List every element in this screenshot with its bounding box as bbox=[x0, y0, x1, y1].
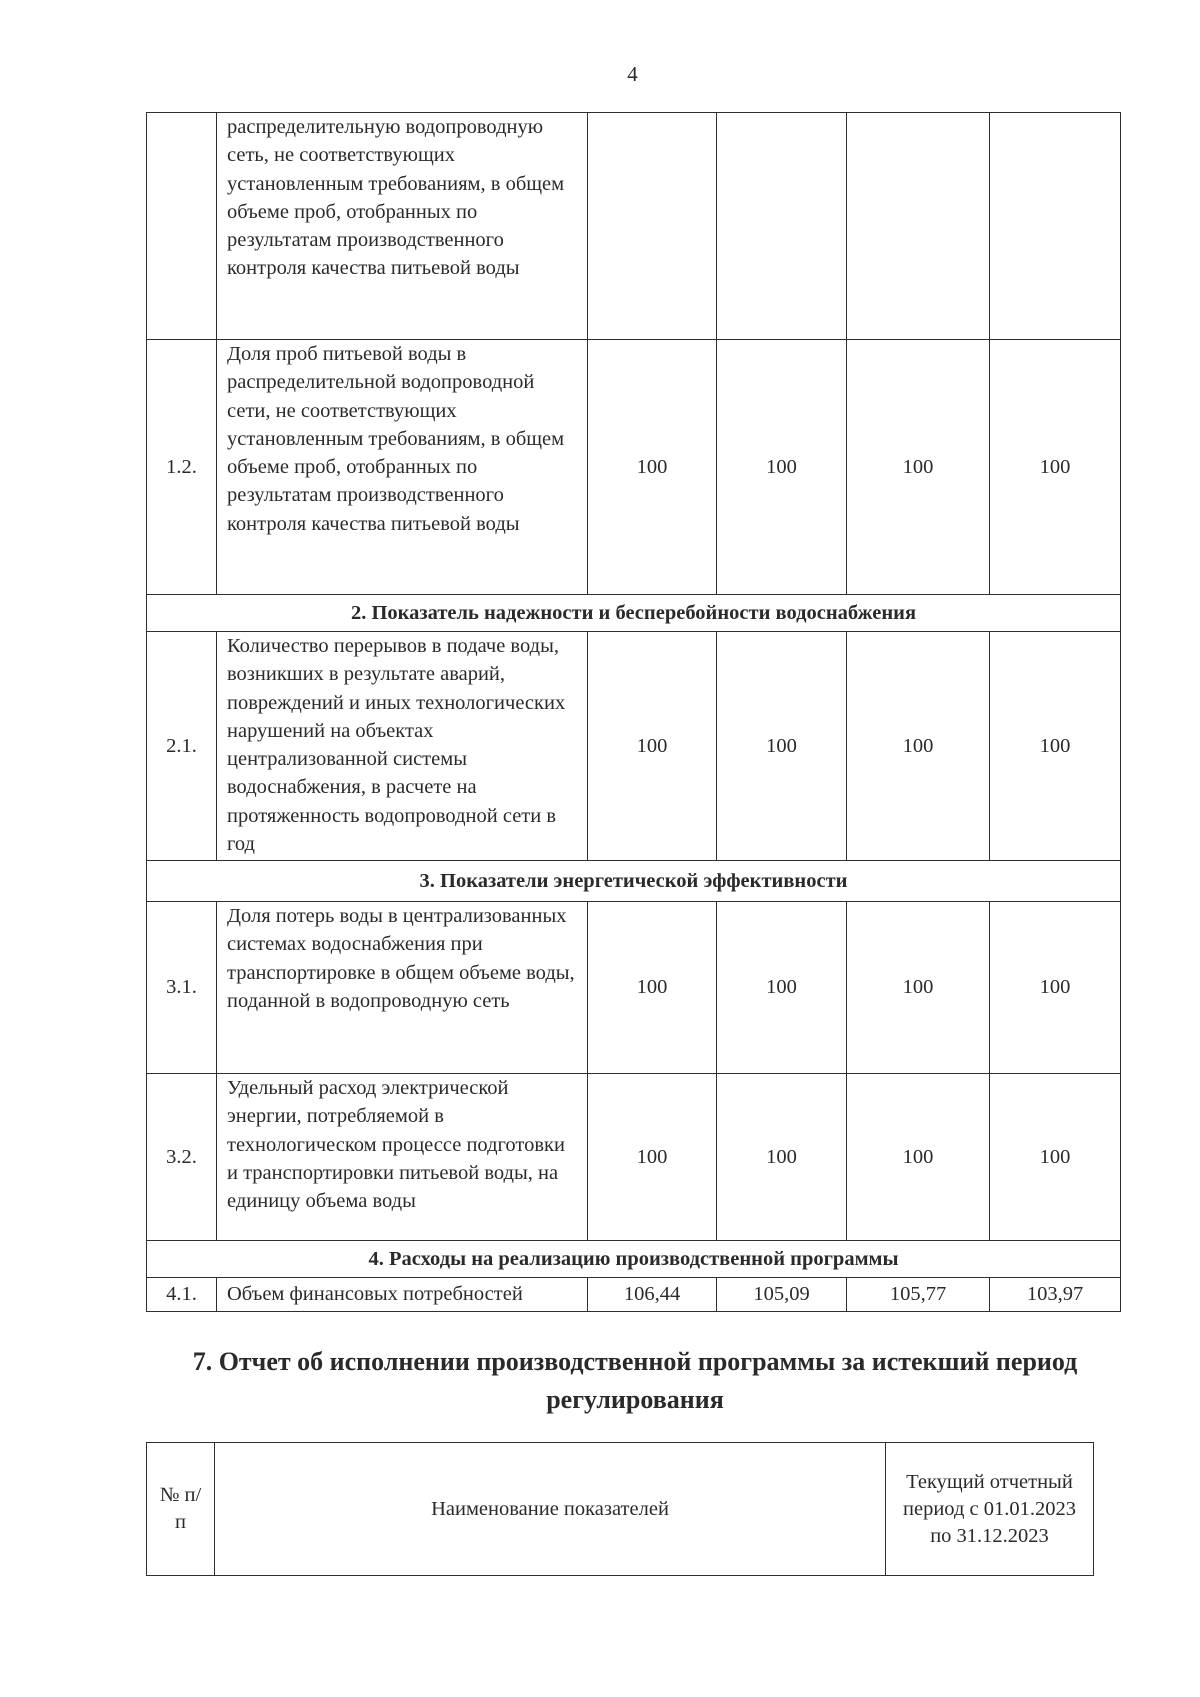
table-row bbox=[147, 1074, 1121, 1241]
value-cell: 100 bbox=[990, 632, 1121, 861]
indicators-table bbox=[146, 112, 1121, 1312]
value-cell: 100 bbox=[990, 340, 1121, 595]
table-row bbox=[147, 1278, 1121, 1312]
value-cell: 100 bbox=[990, 902, 1121, 1074]
column-header-number: № п/п bbox=[147, 1443, 215, 1576]
table-row bbox=[147, 902, 1121, 1074]
value-cell: 100 bbox=[588, 1074, 717, 1241]
column-header-period: Текущий отчетный период с 01.01.2023 по 31.12.2023 bbox=[886, 1443, 1094, 1576]
value-cell: 100 bbox=[588, 340, 717, 595]
page-number: 4 bbox=[627, 62, 638, 86]
value-cell: 100 bbox=[847, 1074, 990, 1241]
section-row bbox=[147, 1241, 1121, 1278]
indicator-name: Объем финансовых потребностей bbox=[217, 1278, 588, 1312]
section-heading: 3. Показатели энергетической эффективности bbox=[147, 861, 1121, 902]
value-cell: 105,77 bbox=[847, 1278, 990, 1312]
value-cell: 100 bbox=[717, 632, 847, 861]
table-row bbox=[147, 113, 1121, 340]
value-cell: 100 bbox=[717, 902, 847, 1074]
value-cell bbox=[990, 113, 1121, 340]
value-cell: 100 bbox=[847, 340, 990, 595]
indicator-name: Доля проб питьевой воды в распределительной водопроводной сети, не соответствующих установленным требованиям, в общем объеме проб, отобранных по результатам производственного контроля качества питьевой воды bbox=[217, 340, 588, 595]
row-number: 3.2. bbox=[147, 1074, 217, 1241]
section-row bbox=[147, 861, 1121, 902]
row-number: 3.1. bbox=[147, 902, 217, 1074]
table-row bbox=[147, 632, 1121, 861]
value-cell bbox=[588, 113, 717, 340]
value-cell: 100 bbox=[588, 632, 717, 861]
section-heading: 4. Расходы на реализацию производственной программы bbox=[147, 1241, 1121, 1278]
value-cell: 100 bbox=[847, 902, 990, 1074]
value-cell: 100 bbox=[990, 1074, 1121, 1241]
column-header-name: Наименование показателей bbox=[215, 1443, 886, 1576]
value-cell: 100 bbox=[717, 1074, 847, 1241]
value-cell: 100 bbox=[588, 902, 717, 1074]
value-cell: 103,97 bbox=[990, 1278, 1121, 1312]
value-cell: 100 bbox=[847, 632, 990, 861]
section-7-heading: 7. Отчет об исполнении производственной программы за истекший период регулирования bbox=[192, 1347, 1078, 1414]
row-number bbox=[147, 113, 217, 340]
indicator-name: Количество перерывов в подаче воды, возникших в результате аварий, повреждений и иных технологических нарушений на объектах централизованной системы водоснабжения, в расчете на протяженность водопроводной сети в год bbox=[217, 632, 588, 861]
section-heading: 2. Показатель надежности и бесперебойности водоснабжения bbox=[147, 595, 1121, 632]
value-cell: 106,44 bbox=[588, 1278, 717, 1312]
value-cell bbox=[847, 113, 990, 340]
indicator-name: распределительную водопроводную сеть, не соответствующих установленным требованиям, в общем объеме проб, отобранных по результатам производственного контроля качества питьевой воды bbox=[217, 113, 588, 340]
section-row bbox=[147, 595, 1121, 632]
value-cell: 100 bbox=[717, 340, 847, 595]
value-cell bbox=[717, 113, 847, 340]
indicator-name: Доля потерь воды в централизованных системах водоснабжения при транспортировке в общем объеме воды, поданной в водопроводную сеть bbox=[217, 902, 588, 1074]
table-row bbox=[147, 340, 1121, 595]
value-cell: 105,09 bbox=[717, 1278, 847, 1312]
row-number: 1.2. bbox=[147, 340, 217, 595]
indicator-name: Удельный расход электрической энергии, потребляемой в технологическом процессе подготовки и транспортировки питьевой воды, на единицу объема воды bbox=[217, 1074, 588, 1241]
header-row bbox=[147, 1443, 1094, 1576]
report-table bbox=[146, 1442, 1094, 1576]
row-number: 4.1. bbox=[147, 1278, 217, 1312]
row-number: 2.1. bbox=[147, 632, 217, 861]
